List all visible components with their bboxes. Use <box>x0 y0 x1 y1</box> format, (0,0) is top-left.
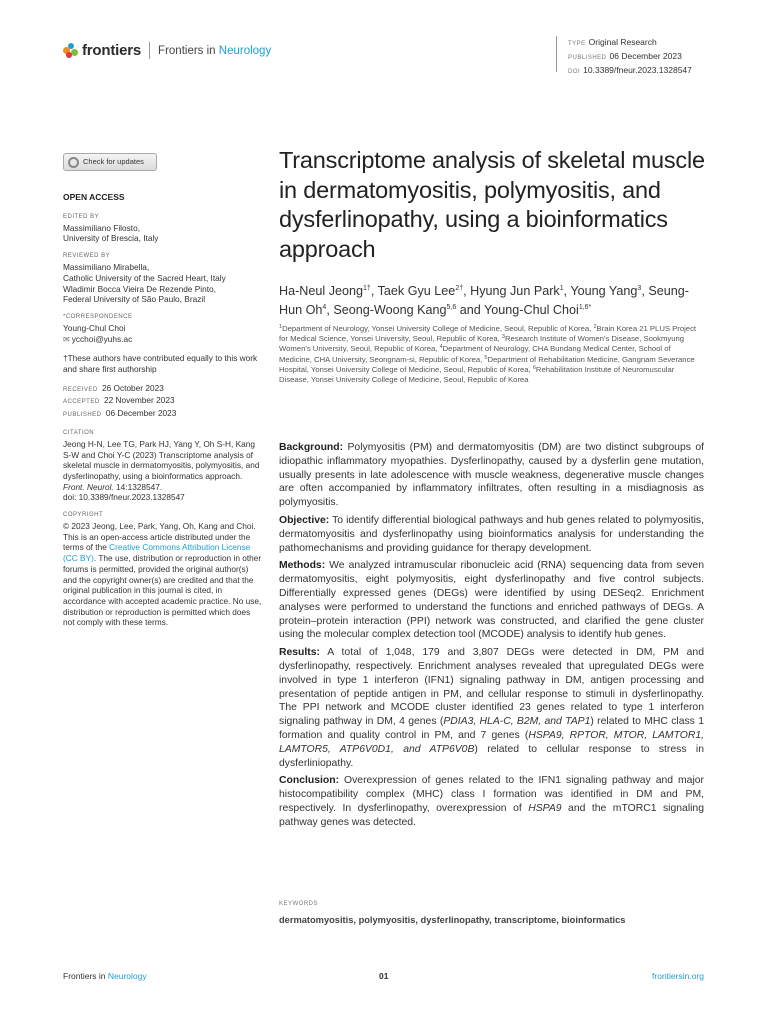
article-title: Transcriptome analysis of skeletal muscle in dermatomyositis, polymyositis, and dysferlinopathy, using a bioinformatics approach <box>279 147 705 262</box>
correspondence-email[interactable]: ✉ ycchoi@yuhs.ac <box>63 333 133 344</box>
email-icon: ✉ <box>63 334 70 344</box>
abstract-methods: Methods: We analyzed intramuscular ribonucleic acid (RNA) sequencing data from seven dermatomyositis, eight polymyositis, eight dysferlinopathy and five control subjects. Differentially expressed genes (DEGs) were identified by using DESeq2. Enrichment analyses were performed to understand the functions and enriched pathways of DEGs. A protein–protein interaction (PPI) network was constructed, and clarified the gene cluster using the molecular complex detection tool (MCODE) analysis to identify hub genes. <box>279 560 704 641</box>
meta-type: TYPE Original Research <box>568 37 657 47</box>
logo-wordmark: frontiers <box>82 42 142 59</box>
citation-section: CITATION Jeong H-N, Lee TG, Park HJ, Yang Y, Oh S-H, Kang S-W and Choi Y-C (2023) Transcriptome analysis of skeletal muscle in dermatomyositis, polymyositis, and dysferlinopathy, using a bioinformatics approach. Front. Neurol. 14:1328547. doi: 10.3389/fneur.2023.1328547 <box>63 429 260 503</box>
abstract-objective: Objective: To identify differential biological pathways and hub genes related to polymyositis, dermatomyositis and dysferlinopathy using bioinformatics analysis for understanding the pathomechanisms and providing guidance for therapy development. <box>279 514 704 554</box>
equal-contribution-note: †These authors have contributed equally to this work and share first authorship <box>63 353 258 375</box>
meta-published: PUBLISHED 06 December 2023 <box>568 51 682 61</box>
article-meta <box>556 36 692 75</box>
abstract-conclusion: Conclusion: Overexpression of genes related to the IFN1 signaling pathway and major histocompatibility complex (MHC) class I formation was identified in DM and PM, respectively. In dysferlinopathy, overexpression of HSPA9 and the mTORC1 signaling pathway genes was detected. <box>279 775 704 828</box>
author[interactable]: Taek Gyu Lee$^{2\dagger}$ <box>377 284 464 298</box>
meta-doi[interactable]: DOI 10.3389/fneur.2023.1328547 <box>568 65 692 75</box>
abstract <box>279 441 704 834</box>
page-footer <box>63 971 704 985</box>
frontiers-logo-icon <box>63 43 78 58</box>
author[interactable]: Young Yang$^3$ <box>570 284 642 298</box>
dates-section: RECEIVED 26 October 2023 ACCEPTED 22 November 2023 PUBLISHED 06 December 2023 <box>63 382 177 419</box>
page-number: 01 <box>379 971 389 981</box>
reviewed-by-section: REVIEWED BY Massimiliano Mirabella, Catholic University of the Sacred Heart, Italy Wladimir Bocca Vieira De Rezende Pinto, Federal University of São Paulo, Brazil <box>63 253 226 305</box>
affiliations: $^1$Department of Neurology, Yonsei University College of Medicine, Seoul, Republic of Korea, $^2$Brain Korea 21 PLUS Project for Medical Science, Yonsei University, Seoul, Republic of Korea, $^3$Research Institute of Women's Disease, Sookmyung Women's University, Seoul, Republic of Korea, $^4$Department of Neurology, CHA Bundang Medical Center, School of Medicine, CHA University, Seongnam-si, Republic of Korea, $^5$Department of Rehabilitation Medicine, Gangnam Severance Hospital, Yonsei University College of Medicine, Seoul, Republic of Korea, $^6$Rehabilitation Institute of Neuromuscular Disease, Yonsei University College of Medicine, Seoul, Republic of Korea <box>279 324 697 385</box>
cc-by-license-link[interactable]: Creative Commons Attribution License (CC BY) <box>63 542 251 564</box>
author[interactable]: Seong-Woong Kang$^{5,6}$ <box>333 302 457 317</box>
keywords-list: dermatomyositis, polymyositis, dysferlinopathy, transcriptome, bioinformatics <box>279 915 626 925</box>
journal-name[interactable]: Frontiers in Neurology <box>158 44 272 57</box>
author[interactable]: Seung-Hun Oh$^4$ <box>279 284 689 317</box>
author[interactable]: Ha-Neul Jeong$^{1\dagger}$ <box>279 284 371 298</box>
author[interactable]: Young-Chul Choi$^{1,6*}$ <box>484 302 592 317</box>
keywords-label: KEYWORDS <box>279 901 319 907</box>
frontiers-logo[interactable] <box>63 42 271 59</box>
abstract-results: Results: A total of 1,048, 179 and 3,807 DEGs were detected in DM, PM and dysferlinopathy, respectively. Enrichment analyses revealed that upregulated DEGs were involved in type 1 interferon (IFN1) signaling pathway in DM, antigen processing and presentation of peptide antigen in PM, and cellular response to stimuli in dysferlinopathy. The PPI network and MCODE cluster identified 23 genes related to type 1 interferon signaling pathway in DM, 4 genes (PDIA3, HLA-C, B2M, and TAP1) related to MHC class 1 formation and quality control in PM, and 7 genes (HSPA9, RPTOR, MTOR, LAMTOR1, LAMTOR5, ATP6V0D1, and ATP6V0B) related to cellular response to stress in dysferliniopathy. <box>279 647 705 769</box>
check-for-updates-button[interactable]: Check for updates <box>63 153 157 171</box>
abstract-background: Background: Polymyositis (PM) and dermatomyositis (DM) are two distinct subgroups of idiopathic inflammatory myopathies. Dysferlinopathy, caused by a dysferlin gene mutation, usually presents in late adolescence with muscle weakness, degenerative muscle changes are often accompanied by inflammatory infiltrates, often resulting in a misdiagnosis as polymyositis. <box>279 442 704 509</box>
author-list: Ha-Neul Jeong$^{1\dagger}$, Taek Gyu Lee$^{2\dagger}$, Hyung Jun Park$^1$, Young Yang$^3$, Seung-Hun Oh$^4$, Seong-Woong Kang$^{5,6}$ and Young-Chul Choi$^{1,6*}$ <box>279 284 689 317</box>
footer-journal-name[interactable]: Frontiers in Neurology <box>63 971 147 981</box>
copyright-section: COPYRIGHT © 2023 Jeong, Lee, Park, Yang, Oh, Kang and Choi. This is an open-access article distributed under the terms of the Creative Commons Attribution License (CC BY). The use, distribution or reproduction in other forums is permitted, provided the original author(s) and the copyright owner(s) are credited and that the original publication in this journal is cited, in accordance with accepted academic practice. No use, distribution or reproduction is permitted which does not comply with these terms. <box>63 512 262 628</box>
correspondence-section: *CORRESPONDENCE Young-Chul Choi ✉ ycchoi@yuhs.ac <box>63 313 263 345</box>
author[interactable]: Hyung Jun Park$^1$ <box>470 284 564 298</box>
logo-divider <box>149 42 150 59</box>
check-updates-icon <box>68 157 79 168</box>
page-header <box>0 0 768 90</box>
article-sidebar <box>63 153 263 636</box>
footer-site-link[interactable]: frontiersin.org <box>652 971 704 981</box>
edited-by-section: EDITED BY Massimiliano Filosto, University of Brescia, Italy <box>63 213 159 244</box>
open-access-label: OPEN ACCESS <box>63 192 125 202</box>
